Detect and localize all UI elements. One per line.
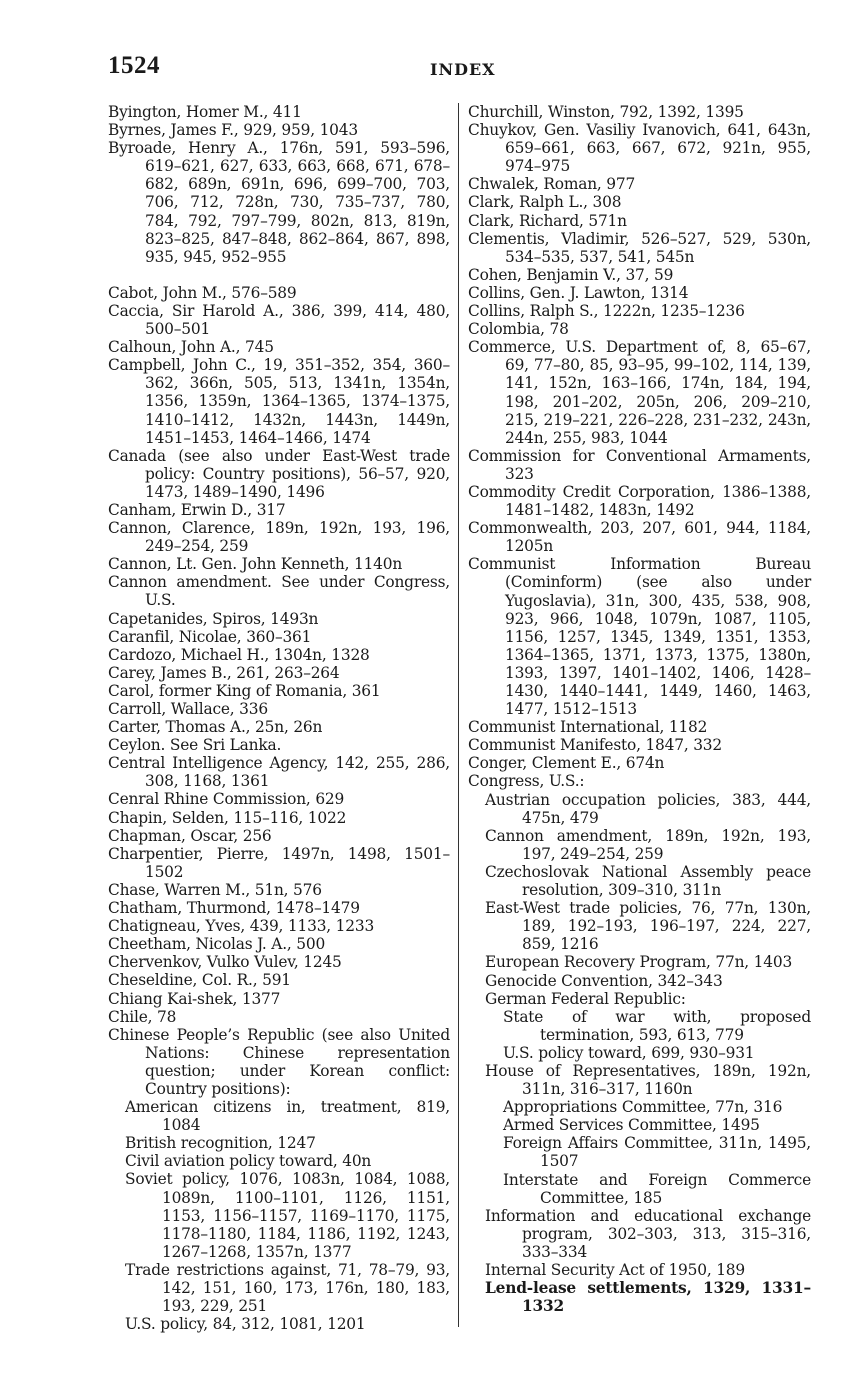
index-entry: Communist Manifesto, 1847, 332 xyxy=(468,736,722,755)
index-entry: Chile, 78 xyxy=(108,1007,177,1026)
index-entry: Chiang Kai-shek, 1377 xyxy=(108,989,281,1008)
index-subentry: U.S. policy, 84, 312, 1081, 1201 xyxy=(125,1315,366,1334)
index-entry: Ceylon. See Sri Lanka. xyxy=(108,736,282,755)
index-entry: Chapman, Oscar, 256 xyxy=(108,826,272,845)
index-subentry: U.S. policy toward, 699, 930–931 xyxy=(503,1043,755,1062)
index-subentry: Armed Services Committee, 1495 xyxy=(503,1116,760,1135)
page-number: 1524 xyxy=(108,52,160,79)
index-entry: Byington, Homer M., 411 xyxy=(108,103,302,121)
index-entry: Commodity Credit Corporation, 1386–1388, 1481–1482, 1483n, 1492 xyxy=(468,482,811,520)
index-entry: Cheetham, Nicolas J. A., 500 xyxy=(108,935,326,954)
index-entry: Cabot, John M., 576–589 xyxy=(108,283,297,302)
index-subentry: Genocide Convention, 342–343 xyxy=(485,971,723,990)
index-subentry: Foreign Affairs Committee, 311n, 1495, 1507 xyxy=(503,1134,811,1171)
index-entry: Commerce, U.S. Department of, 8, 65–67, 69, 77–80, 85, 93–95, 99–102, 114, 139, 141, 152n, 163–166, 174n, 184, 194, 198, 201–202, 205n, 206, 209–210, 215, 219–221, 226–228, 231–232, 243n, 244n, 255, 983, 1044 xyxy=(468,338,811,447)
index-entry: Clark, Ralph L., 308 xyxy=(468,193,622,212)
index-entry: Cheseldine, Col. R., 591 xyxy=(108,971,291,990)
index-entry: Byroade, Henry A., 176n, 591, 593–596, 619–621, 627, 633, 663, 668, 671, 678–682, 689n, 691n, 696, 699–700, 703, 706, 712, 728n, 730, 735–737, 780, 784, 792, 797–799, 802n, 813, 819n, 823–825, 847–848, 862–864, 867, 898, 935, 945, 952–955 xyxy=(108,139,450,266)
index-entry: Cannon, Clarence, 189n, 192n, 193, 196, 249–254, 259 xyxy=(108,519,450,556)
column-rule xyxy=(458,103,459,1327)
index-entry: Central Intelligence Agency, 142, 255, 286, 308, 1168, 1361 xyxy=(108,754,450,791)
index-entry: Colombia, 78 xyxy=(468,320,569,339)
index-entry: Cannon, Lt. Gen. John Kenneth, 1140n xyxy=(108,555,403,574)
index-entry: Cohen, Benjamin V., 37, 59 xyxy=(468,265,674,284)
running-head: INDEX xyxy=(430,60,496,79)
index-subentry: European Recovery Program, 77n, 1403 xyxy=(485,953,793,972)
index-entry: Chapin, Selden, 115–116, 1022 xyxy=(108,808,347,827)
index-subentry: Austrian occupation policies, 383, 444, 475n, 479 xyxy=(485,790,811,827)
index-entry: Chervenkov, Vulko Vulev, 1245 xyxy=(108,953,342,972)
index-entry: Chinese People’s Republic (see also United Nations: Chinese representation question; under Korean conflict: Country positions): xyxy=(108,1025,450,1098)
index-subentry: Cannon amendment, 189n, 192n, 193, 197, 249–254, 259 xyxy=(485,826,811,863)
index-entry: Collins, Gen. J. Lawton, 1314 xyxy=(468,283,689,302)
index-subentry: Appropriations Committee, 77n, 316 xyxy=(503,1098,783,1117)
index-subentry: East-West trade policies, 76, 77n, 130n, 189, 192–193, 196–197, 224, 227, 859, 1216 xyxy=(485,899,811,954)
index-subentry: British recognition, 1247 xyxy=(125,1134,316,1153)
index-entry: Clementis, Vladimir, 526–527, 529, 530n, 534–535, 537, 541, 545n xyxy=(468,229,811,266)
index-entry: Canada (see also under East-West trade policy: Country positions), 56–57, 920, 1473, 1489–1490, 1496 xyxy=(108,446,450,501)
index-entry: Chatham, Thurmond, 1478–1479 xyxy=(108,899,360,918)
index-entry: Byrnes, James F., 929, 959, 1043 xyxy=(108,121,358,140)
index-entry: Communist Information Bureau (Cominform) (see also under Yugoslavia), 31n, 300, 435, 538, 908, 923, 966, 1048, 1079n, 1087, 1105, 1156, 1257, 1345, 1349, 1351, 1353, 1364–1365, 1371, 1373, 1375, 1380n, 1393, 1397, 1401–1402, 1406, 1428–1430, 1440–1441, 1449, 1460, 1463, 1477, 1512–1513 xyxy=(468,555,811,719)
index-entry: Congress, U.S.: xyxy=(468,772,585,791)
index-subentry: Czechoslovak National Assembly peace resolution, 309–310, 311n xyxy=(485,862,811,900)
index-subentry: Trade restrictions against, 71, 78–79, 93, 142, 151, 160, 173, 176n, 180, 183, 193, 229, 251 xyxy=(125,1260,450,1316)
index-entry: Churchill, Winston, 792, 1392, 1395 xyxy=(468,103,744,121)
index-entry: Caranfil, Nicolae, 360–361 xyxy=(108,627,312,646)
index-entry: Chuykov, Gen. Vasiliy Ivanovich, 641, 643n, 659–661, 663, 667, 672, 921n, 955, 974–975 xyxy=(468,121,811,176)
index-entry: Cenral Rhine Commission, 629 xyxy=(108,790,345,809)
index-entry: Carol, former King of Romania, 361 xyxy=(108,681,381,700)
index-subentry: Information and educational exchange program, 302–303, 313, 315–316, 333–334 xyxy=(485,1206,811,1261)
index-entry: Caccia, Sir Harold A., 386, 399, 414, 480, 500–501 xyxy=(108,301,450,339)
index-subentry: Lend-lease settlements, 1329, 1331–1332 xyxy=(485,1279,811,1316)
index-subentry: Civil aviation policy toward, 40n xyxy=(125,1152,372,1171)
index-subentry: Soviet policy, 1076, 1083n, 1084, 1088, 1089n, 1100–1101, 1126, 1151, 1153, 1156–1157, 1169–1170, 1175, 1178–1180, 1184, 1186, 1192, 1243, 1267–1268, 1357n, 1377 xyxy=(125,1170,450,1261)
index-entry: Carter, Thomas A., 25n, 26n xyxy=(108,718,323,737)
index-entry: Campbell, John C., 19, 351–352, 354, 360–362, 366n, 505, 513, 1341n, 1354n, 1356, 1359n, 1364–1365, 1374–1375, 1410–1412, 1432n, 1443n, 1449n, 1451–1453, 1464–1466, 1474 xyxy=(108,356,450,447)
index-subentry: American citizens in, treatment, 819, 1084 xyxy=(125,1098,450,1135)
index-entry: Commonwealth, 203, 207, 601, 944, 1184, 1205n xyxy=(468,519,811,556)
left-index-column xyxy=(108,103,450,1333)
index-entry: Chatigneau, Yves, 439, 1133, 1233 xyxy=(108,917,375,936)
index-entry: Carey, James B., 261, 263–264 xyxy=(108,663,340,682)
index-entry: Charpentier, Pierre, 1497n, 1498, 1501–1502 xyxy=(108,844,450,881)
index-entry: Carroll, Wallace, 336 xyxy=(108,700,268,718)
index-entry: Cardozo, Michael H., 1304n, 1328 xyxy=(108,645,370,664)
index-entry: Calhoun, John A., 745 xyxy=(108,338,274,357)
right-index-column xyxy=(468,103,811,1315)
index-entry: Commission for Conventional Armaments, 323 xyxy=(468,446,811,483)
index-entry: Clark, Richard, 571n xyxy=(468,211,627,230)
index-subentry: House of Representatives, 189n, 192n, 311n, 316–317, 1160n xyxy=(485,1061,811,1099)
index-entry: Capetanides, Spiros, 1493n xyxy=(108,609,319,628)
index-entry: Canham, Erwin D., 317 xyxy=(108,500,286,519)
index-entry: Communist International, 1182 xyxy=(468,718,708,737)
index-entry: Chwalek, Roman, 977 xyxy=(468,175,636,194)
index-subentry: State of war with, proposed termination, 593, 613, 779 xyxy=(503,1007,811,1044)
index-entry: Collins, Ralph S., 1222n, 1235–1236 xyxy=(468,302,745,321)
index-subentry: Interstate and Foreign Commerce Committee, 185 xyxy=(503,1170,811,1207)
index-entry: Chase, Warren M., 51n, 576 xyxy=(108,880,322,899)
index-subentry: Internal Security Act of 1950, 189 xyxy=(485,1261,745,1279)
index-entry: Cannon amendment. See under Congress, U.S. xyxy=(108,573,450,610)
index-subentry: German Federal Republic: xyxy=(485,989,686,1008)
index-entry: Conger, Clement E., 674n xyxy=(468,754,665,773)
